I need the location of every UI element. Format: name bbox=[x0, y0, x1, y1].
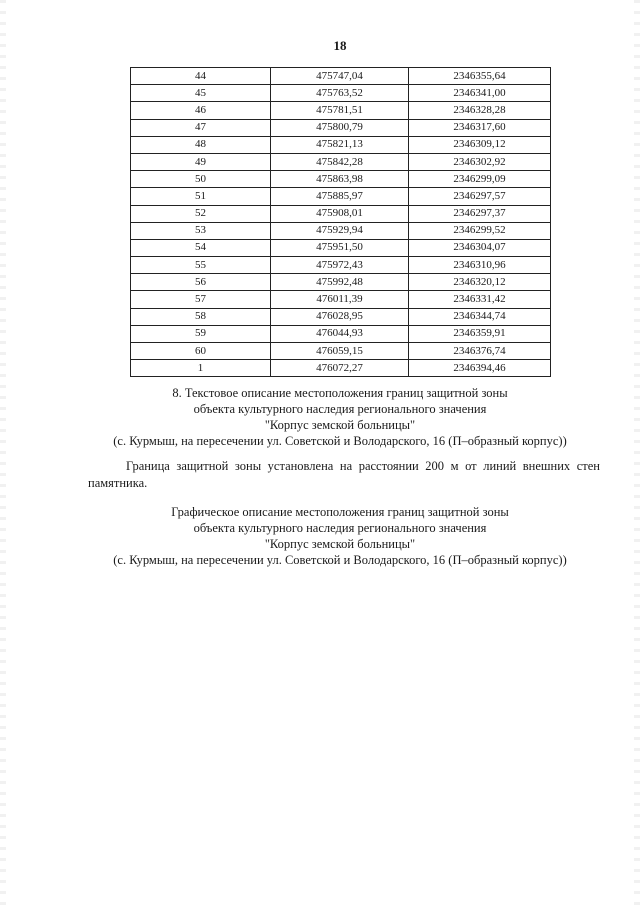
x-coordinate-cell: 475781,51 bbox=[271, 102, 409, 119]
point-number-cell: 47 bbox=[131, 119, 271, 136]
table-row bbox=[131, 308, 551, 325]
y-coordinate-cell: 2346299,52 bbox=[409, 222, 551, 239]
x-coordinate-cell: 475992,48 bbox=[271, 274, 409, 291]
point-number-cell: 46 bbox=[131, 102, 271, 119]
x-coordinate-cell: 476044,93 bbox=[271, 325, 409, 342]
table-row bbox=[131, 102, 551, 119]
y-coordinate-cell: 2346302,92 bbox=[409, 153, 551, 170]
heading-line: объекта культурного наследия регионального значения bbox=[193, 402, 487, 416]
point-number-cell: 50 bbox=[131, 171, 271, 188]
heading-line: 8. Текстовое описание местоположения границ защитной зоны bbox=[172, 386, 508, 400]
y-coordinate-cell: 2346355,64 bbox=[409, 68, 551, 85]
x-coordinate-cell: 476059,15 bbox=[271, 343, 409, 360]
x-coordinate-cell: 475951,50 bbox=[271, 239, 409, 256]
y-coordinate-cell: 2346309,12 bbox=[409, 136, 551, 153]
point-number-cell: 1 bbox=[131, 360, 271, 377]
point-number-cell: 49 bbox=[131, 153, 271, 170]
table-row bbox=[131, 343, 551, 360]
point-number-cell: 54 bbox=[131, 239, 271, 256]
table-row bbox=[131, 136, 551, 153]
table-row bbox=[131, 85, 551, 102]
x-coordinate-cell: 475908,01 bbox=[271, 205, 409, 222]
page-number: 18 bbox=[333, 38, 347, 53]
point-number-cell: 55 bbox=[131, 257, 271, 274]
table-row bbox=[131, 325, 551, 342]
table-row bbox=[131, 274, 551, 291]
heading-line: (с. Курмыш, на пересечении ул. Советской и Володарского, 16 (П–образный корпус)) bbox=[113, 553, 567, 567]
heading-line: "Корпус земской больницы" bbox=[264, 418, 416, 432]
table-row bbox=[131, 291, 551, 308]
heading-line: "Корпус земской больницы" bbox=[264, 537, 416, 551]
point-number-cell: 53 bbox=[131, 222, 271, 239]
table-row bbox=[131, 119, 551, 136]
y-coordinate-cell: 2346341,00 bbox=[409, 85, 551, 102]
point-number-cell: 48 bbox=[131, 136, 271, 153]
coordinates-table-body bbox=[131, 68, 551, 377]
table-row bbox=[131, 239, 551, 256]
y-coordinate-cell: 2346376,74 bbox=[409, 343, 551, 360]
x-coordinate-cell: 475747,04 bbox=[271, 68, 409, 85]
y-coordinate-cell: 2346297,57 bbox=[409, 188, 551, 205]
y-coordinate-cell: 2346299,09 bbox=[409, 171, 551, 188]
point-number-cell: 51 bbox=[131, 188, 271, 205]
boundary-paragraph: Граница защитной зоны установлена на расстоянии 200 м от линий внешних стен памятника. bbox=[88, 459, 600, 490]
scan-artifact-right bbox=[634, 0, 640, 905]
point-number-cell: 52 bbox=[131, 205, 271, 222]
x-coordinate-cell: 475800,79 bbox=[271, 119, 409, 136]
y-coordinate-cell: 2346317,60 bbox=[409, 119, 551, 136]
table-row bbox=[131, 257, 551, 274]
x-coordinate-cell: 476011,39 bbox=[271, 291, 409, 308]
graphic-description-heading bbox=[60, 504, 620, 568]
table-row bbox=[131, 171, 551, 188]
x-coordinate-cell: 475842,28 bbox=[271, 153, 409, 170]
y-coordinate-cell: 2346394,46 bbox=[409, 360, 551, 377]
x-coordinate-cell: 475929,94 bbox=[271, 222, 409, 239]
table-row bbox=[131, 188, 551, 205]
y-coordinate-cell: 2346344,74 bbox=[409, 308, 551, 325]
table-row bbox=[131, 222, 551, 239]
table-row bbox=[131, 205, 551, 222]
scan-artifact-left bbox=[0, 0, 6, 905]
point-number-cell: 59 bbox=[131, 325, 271, 342]
point-number-cell: 58 bbox=[131, 308, 271, 325]
coordinates-table bbox=[130, 67, 551, 377]
heading-line: Графическое описание местоположения границ защитной зоны bbox=[171, 505, 509, 519]
y-coordinate-cell: 2346304,07 bbox=[409, 239, 551, 256]
y-coordinate-cell: 2346297,37 bbox=[409, 205, 551, 222]
point-number-cell: 44 bbox=[131, 68, 271, 85]
table-row bbox=[131, 153, 551, 170]
point-number-cell: 56 bbox=[131, 274, 271, 291]
heading-line: объекта культурного наследия регионального значения bbox=[193, 521, 487, 535]
y-coordinate-cell: 2346320,12 bbox=[409, 274, 551, 291]
x-coordinate-cell: 475821,13 bbox=[271, 136, 409, 153]
heading-line: (с. Курмыш, на пересечении ул. Советской и Володарского, 16 (П–образный корпус)) bbox=[113, 434, 567, 448]
x-coordinate-cell: 476028,95 bbox=[271, 308, 409, 325]
table-row bbox=[131, 68, 551, 85]
table-row bbox=[131, 360, 551, 377]
point-number-cell: 60 bbox=[131, 343, 271, 360]
y-coordinate-cell: 2346359,91 bbox=[409, 325, 551, 342]
x-coordinate-cell: 475885,97 bbox=[271, 188, 409, 205]
y-coordinate-cell: 2346331,42 bbox=[409, 291, 551, 308]
x-coordinate-cell: 475863,98 bbox=[271, 171, 409, 188]
point-number-cell: 45 bbox=[131, 85, 271, 102]
x-coordinate-cell: 475763,52 bbox=[271, 85, 409, 102]
point-number-cell: 57 bbox=[131, 291, 271, 308]
x-coordinate-cell: 475972,43 bbox=[271, 257, 409, 274]
x-coordinate-cell: 476072,27 bbox=[271, 360, 409, 377]
text-description-heading bbox=[60, 385, 620, 449]
y-coordinate-cell: 2346310,96 bbox=[409, 257, 551, 274]
y-coordinate-cell: 2346328,28 bbox=[409, 102, 551, 119]
